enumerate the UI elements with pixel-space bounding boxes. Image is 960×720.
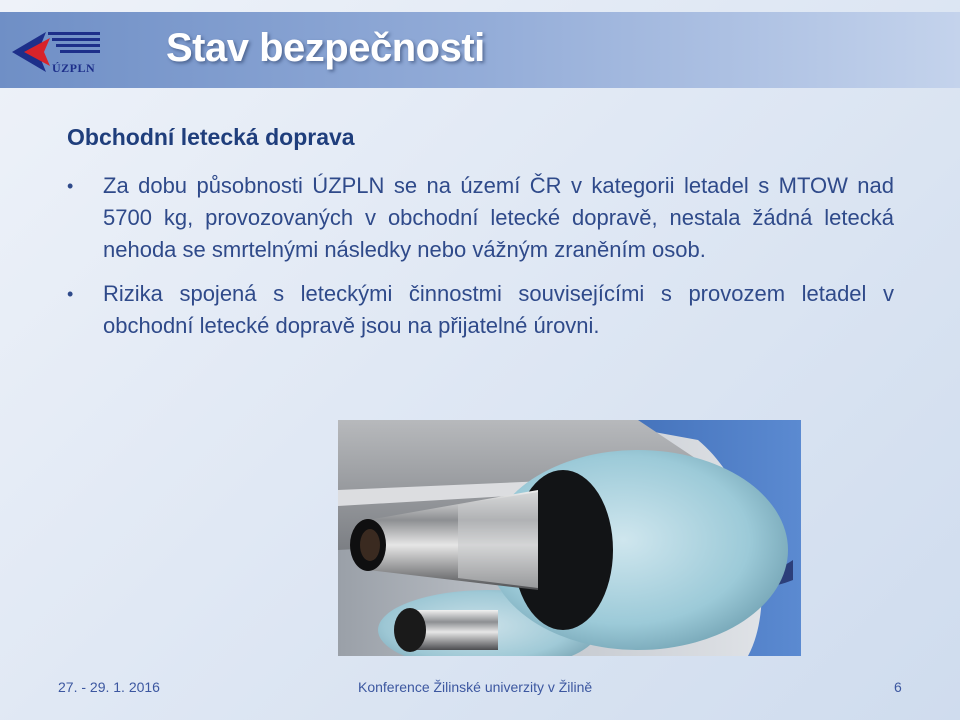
slide-title: Stav bezpečnosti xyxy=(166,26,485,70)
aircraft-engine-illustration xyxy=(338,420,801,656)
aircraft-engine-photo xyxy=(338,420,801,656)
bullet-list xyxy=(64,170,894,354)
footer-conference: Konference Žilinské univerzity v Žilině xyxy=(358,679,593,695)
bullet-item xyxy=(64,278,894,342)
logo-text: ÚZPLN xyxy=(52,61,96,75)
bullet-text: Rizika spojená s leteckými činnostmi souvisejícími s provozem letadel v obchodní letecké dopravě jsou na přijatelné úrovni. xyxy=(103,281,894,338)
bullet-text: Za dobu působnosti ÚZPLN se na území ČR v kategorii letadel s MTOW nad 5700 kg, provozovaných v obchodní letecké dopravě, nestala žádná letecká nehoda se smrtelnými následky nebo vážným zraněním osob. xyxy=(103,173,894,262)
bullet-item xyxy=(64,170,894,266)
bullet-dot-icon: • xyxy=(67,176,74,196)
bullet-dot-icon: • xyxy=(67,284,74,304)
footer-page-number: 6 xyxy=(894,679,902,695)
footer-date: 27. - 29. 1. 2016 xyxy=(58,679,160,695)
section-heading: Obchodní letecká doprava xyxy=(67,124,355,150)
